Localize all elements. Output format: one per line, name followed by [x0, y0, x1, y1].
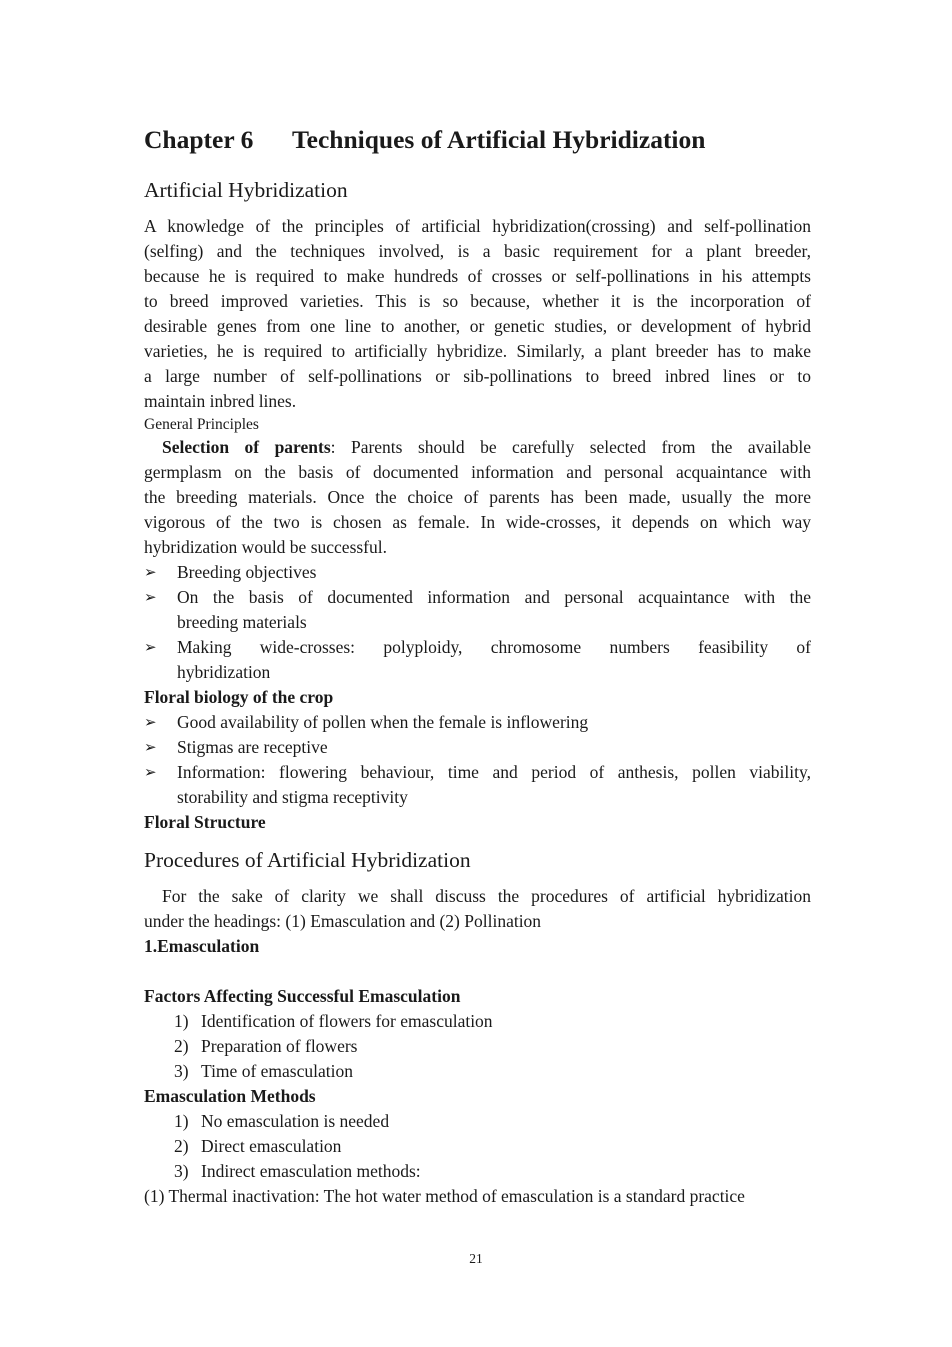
- list-item: [144, 760, 811, 810]
- page-number: 21: [469, 1251, 483, 1266]
- selection-first-line: : Parents should be carefully selected from the available: [330, 437, 811, 457]
- paragraph-line: hybridization would be successful.: [144, 537, 388, 557]
- chapter-title: [144, 122, 811, 158]
- list-item: [144, 1034, 811, 1059]
- paragraph-line: desirable genes from one line to another, or genetic studies, or development of hybrid: [144, 316, 811, 336]
- paragraph-line: a large number of self-pollinations or sib-pollinations to breed inbred lines or to: [144, 366, 811, 386]
- floral-biology-heading: Floral biology of the crop: [144, 687, 334, 707]
- floral-biology-list: [144, 710, 811, 810]
- chapter-name: Techniques of Artificial Hybridization: [292, 125, 706, 154]
- list-item-text: Indirect emasculation methods:: [201, 1161, 421, 1181]
- list-item-line: Making wide-crosses: polyploidy, chromosome numbers feasibility of: [177, 637, 811, 657]
- list-item: [144, 1059, 811, 1084]
- paragraph-line: the breeding materials. Once the choice of parents has been made, usually the more: [144, 487, 811, 507]
- list-marker: 2): [174, 1036, 189, 1056]
- list-item-text: Direct emasculation: [201, 1136, 342, 1156]
- arrow-bullet-icon: ➢: [144, 763, 157, 781]
- paragraph-line: [144, 435, 811, 460]
- list-item-text: Time of emasculation: [201, 1061, 353, 1081]
- list-item-text: Preparation of flowers: [201, 1036, 358, 1056]
- paragraph-line: vigorous of the two is chosen as female. In wide-crosses, it depends on which way: [144, 512, 811, 532]
- factors-heading: Factors Affecting Successful Emasculation: [144, 986, 461, 1006]
- list-item: [144, 1134, 811, 1159]
- list-marker: 3): [174, 1061, 189, 1081]
- list-marker: 1): [174, 1011, 189, 1031]
- paragraph-line: (selfing) and the techniques involved, is a basic requirement for a plant breeder,: [144, 241, 811, 261]
- list-item-line: hybridization: [177, 662, 271, 682]
- arrow-bullet-icon: ➢: [144, 588, 157, 606]
- selection-paragraph: [144, 435, 811, 560]
- paragraph-line: to breed improved varieties. This is so because, whether it is the incorporation of: [144, 291, 811, 311]
- page-content: [144, 122, 811, 1209]
- list-item: [144, 710, 811, 735]
- list-marker: 2): [174, 1136, 189, 1156]
- paragraph-line: varieties, he is required to artificially hybridize. Similarly, a plant breeder has to make: [144, 341, 811, 361]
- arrow-bullet-icon: ➢: [144, 713, 157, 731]
- procedures-intro: [144, 884, 811, 934]
- paragraph-line: under the headings: (1) Emasculation and (2) Pollination: [144, 911, 542, 931]
- paragraph-line: germplasm on the basis of documented information and personal acquaintance with: [144, 462, 811, 482]
- selection-label: Selection of parents: [162, 437, 331, 457]
- list-item-line: Information: flowering behaviour, time and period of anthesis, pollen viability,: [177, 762, 811, 782]
- arrow-bullet-icon: ➢: [144, 563, 157, 581]
- list-item: [144, 635, 811, 685]
- list-item: [144, 585, 811, 635]
- list-item-line: storability and stigma receptivity: [177, 787, 408, 807]
- paragraph-line: maintain inbred lines.: [144, 391, 297, 411]
- list-marker: 3): [174, 1161, 189, 1181]
- list-item-text: Identification of flowers for emasculation: [201, 1011, 493, 1031]
- list-item: [144, 560, 811, 585]
- section-heading-artificial-hybridization: Artificial Hybridization: [144, 178, 348, 202]
- list-item: [144, 1009, 811, 1034]
- parent-selection-list: [144, 560, 811, 685]
- paragraph-line: A knowledge of the principles of artificial hybridization(crossing) and self-pollination: [144, 216, 811, 236]
- arrow-bullet-icon: ➢: [144, 638, 157, 656]
- intro-paragraph: [144, 214, 811, 414]
- list-item: [144, 1109, 811, 1134]
- section-heading-procedures: Procedures of Artificial Hybridization: [144, 848, 471, 872]
- chapter-number: Chapter 6: [144, 125, 254, 154]
- list-marker: 1): [174, 1111, 189, 1131]
- emasculation-heading: 1.Emasculation: [144, 936, 260, 956]
- list-item-line: Good availability of pollen when the female is inflowering: [177, 712, 589, 732]
- methods-list: [144, 1109, 811, 1184]
- list-item-line: breeding materials: [177, 612, 307, 632]
- list-item: [144, 1159, 811, 1184]
- paragraph-line: because he is required to make hundreds of crosses or self-pollinations in his attempts: [144, 266, 811, 286]
- general-principles-heading: General Principles: [144, 416, 259, 433]
- arrow-bullet-icon: ➢: [144, 738, 157, 756]
- paragraph-line: For the sake of clarity we shall discuss the procedures of artificial hybridization: [162, 886, 811, 906]
- list-item-text: No emasculation is needed: [201, 1111, 390, 1131]
- floral-structure-heading: Floral Structure: [144, 812, 266, 832]
- list-item: [144, 735, 811, 760]
- list-item-line: Stigmas are receptive: [177, 737, 328, 757]
- list-item-line: Breeding objectives: [177, 562, 317, 582]
- list-item-line: On the basis of documented information and personal acquaintance with the: [177, 587, 811, 607]
- thermal-inactivation-line: (1) Thermal inactivation: The hot water method of emasculation is a standard practice: [144, 1186, 745, 1206]
- methods-heading: Emasculation Methods: [144, 1086, 316, 1106]
- factors-list: [144, 1009, 811, 1084]
